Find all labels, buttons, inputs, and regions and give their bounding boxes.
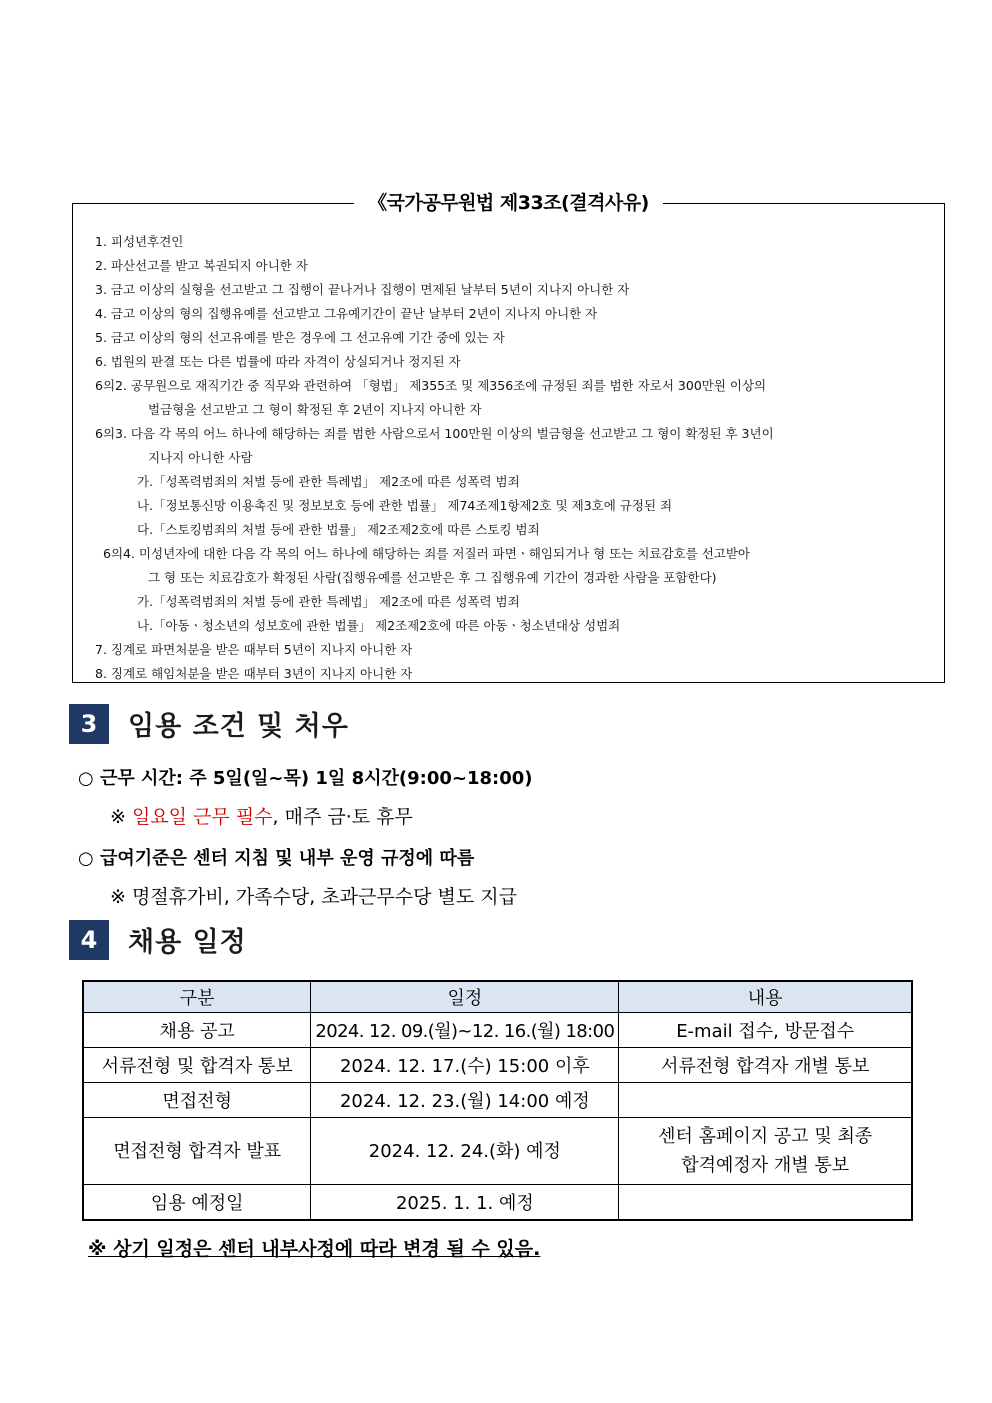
box-line: 6의4. 미성년자에 대한 다음 각 목의 어느 하나에 해당하는 죄를 저질러 파면ㆍ해임되거나 형 또는 치료감호를 선고받아: [103, 546, 751, 561]
box-line: 6의3. 다음 각 목의 어느 하나에 해당하는 죄를 범한 사람으로서 100만원 이상의 벌금형을 선고받고 그 형이 확정된 후 3년이: [95, 426, 774, 441]
section-4-title: 채용 일정: [128, 927, 247, 958]
box-title: 《국가공무원법 제33조(결격사유): [73, 188, 944, 215]
box-line: 5. 금고 이상의 형의 선고유예를 받은 경우에 그 선고유예 기간 중에 있는 자: [95, 330, 505, 345]
box-line: 2. 파산선고를 받고 복권되지 아니한 자: [95, 258, 308, 273]
box-line: 나.「아동ㆍ청소년의 성보호에 관한 법률」 제2조제2호에 따른 아동ㆍ청소년대상 성범죄: [137, 618, 621, 633]
table-header-row: [83, 981, 912, 1013]
disqualification-box: [72, 192, 945, 683]
sunday-required-text: 일요일 근무 필수: [131, 806, 273, 828]
work-hours-bullet: ○ 근무 시간: 주 5일(일~목) 1일 8시간(9:00~18:00): [78, 768, 533, 789]
section-3-title: 임용 조건 및 처우: [128, 711, 349, 742]
salary-bullet: ○ 급여기준은 센터 지침 및 내부 운영 규정에 따름: [78, 848, 475, 869]
box-line: 가.「성폭력범죄의 처벌 등에 관한 특례법」 제2조에 따른 성폭력 범죄: [137, 594, 520, 609]
box-line: 6. 법원의 판결 또는 다른 법률에 따라 자격이 상실되거나 정지된 자: [95, 354, 461, 369]
table-row: 면접전형 2024. 12. 23.(월) 14:00 예정: [83, 1083, 912, 1118]
box-line: 그 형 또는 치료감호가 확정된 사람(집행유예를 선고받은 후 그 집행유예 기간이 경과한 사람을 포함한다): [148, 570, 717, 585]
section-4-number: 4: [69, 920, 109, 960]
header-category: 구분: [83, 981, 311, 1013]
table-row: 서류전형 및 합격자 통보 2024. 12. 17.(수) 15:00 이후 서류전형 합격자 개별 통보: [83, 1048, 912, 1083]
box-line: 나.「정보통신망 이용촉진 및 정보보호 등에 관한 법률」 제74조제1항제2호 및 제3호에 규정된 죄: [137, 498, 673, 513]
header-content: 내용: [619, 981, 912, 1013]
box-line: 1. 피성년후견인: [95, 234, 184, 249]
box-line: 다.「스토킹범죄의 처벌 등에 관한 법률」 제2조제2호에 따른 스토킹 범죄: [137, 522, 540, 537]
schedule-table: [82, 980, 913, 1221]
section-3-number: 3: [69, 704, 109, 744]
schedule-footnote: ※ 상기 일정은 센터 내부사정에 따라 변경 될 수 있음.: [88, 1238, 541, 1260]
box-line: 가.「성폭력범죄의 처벌 등에 관한 특례법」 제2조에 따른 성폭력 범죄: [137, 474, 520, 489]
box-line: 7. 징계로 파면처분을 받은 때부터 5년이 지나지 아니한 자: [95, 642, 413, 657]
work-hours-note: ※ 일요일 근무 필수, 매주 금·토 휴무: [110, 806, 413, 828]
table-row: 채용 공고 2024. 12. 09.(월)~12. 16.(월) 18:00 E-mail 접수, 방문접수: [83, 1013, 912, 1048]
box-line: 8. 징계로 해임처분을 받은 때부터 3년이 지나지 아니한 자: [95, 666, 413, 681]
table-row: 임용 예정일 2025. 1. 1. 예정: [83, 1185, 912, 1221]
box-line: 지나지 아니한 사람: [148, 450, 253, 465]
box-line: 벌금형을 선고받고 그 형이 확정된 후 2년이 지나지 아니한 자: [148, 402, 482, 417]
allowance-note: ※ 명절휴가비, 가족수당, 초과근무수당 별도 지급: [110, 886, 517, 908]
box-line: 3. 금고 이상의 실형을 선고받고 그 집행이 끝나거나 집행이 면제된 날부터 5년이 지나지 아니한 자: [95, 282, 630, 297]
box-line: 6의2. 공무원으로 재직기간 중 직무와 관련하여 「형법」 제355조 및 제356조에 규정된 죄를 범한 자로서 300만원 이상의: [95, 378, 767, 393]
table-row: 면접전형 합격자 발표 2024. 12. 24.(화) 예정 센터 홈페이지 공고 및 최종 합격예정자 개별 통보: [83, 1118, 912, 1185]
box-line: 4. 금고 이상의 형의 집행유예를 선고받고 그유예기간이 끝난 날부터 2년이 지나지 아니한 자: [95, 306, 598, 321]
header-schedule: 일정: [311, 981, 619, 1013]
